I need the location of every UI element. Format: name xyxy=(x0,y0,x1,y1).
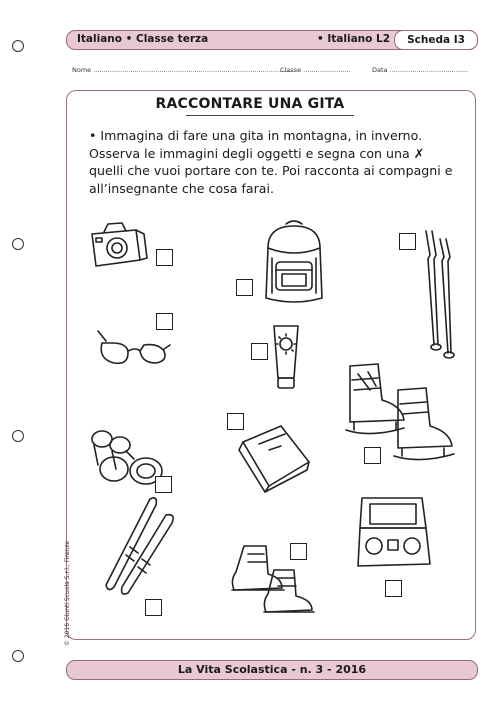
copyright-note: © 2016 Giunti Scuola S.r.l., Firenze xyxy=(64,540,71,646)
binder-hole xyxy=(12,430,24,442)
checkbox-book[interactable] xyxy=(227,413,244,430)
ski-poles-icon xyxy=(418,225,458,365)
sunglasses-icon xyxy=(92,325,172,375)
checkbox-ice-skates[interactable] xyxy=(364,447,381,464)
checkbox-binoculars[interactable] xyxy=(155,476,172,493)
camera-icon xyxy=(84,220,154,270)
page-title: RACCONTARE UNA GITA xyxy=(155,96,345,112)
checkbox-sunscreen[interactable] xyxy=(251,343,268,360)
checkbox-hiking-boots[interactable] xyxy=(290,543,307,560)
checkbox-camera[interactable] xyxy=(156,249,173,266)
checkbox-ski-poles[interactable] xyxy=(399,233,416,250)
checkbox-sunglasses[interactable] xyxy=(156,313,173,330)
book-icon xyxy=(229,422,313,492)
binder-hole xyxy=(12,238,24,250)
header-subject: Italiano • Classe terza xyxy=(77,33,209,45)
name-field[interactable]: Nome .................................................................................................. xyxy=(72,66,296,74)
class-field[interactable]: Classe ....................... xyxy=(280,66,351,74)
title-underline xyxy=(186,115,354,116)
skis-icon xyxy=(100,495,180,595)
binder-hole xyxy=(12,40,24,52)
backpack-icon xyxy=(258,218,330,308)
binder-hole xyxy=(12,650,24,662)
checkbox-backpack[interactable] xyxy=(236,279,253,296)
footer-bar: La Vita Scolastica - n. 3 - 2016 xyxy=(66,660,478,680)
date-field[interactable]: Data ...................................... xyxy=(372,66,469,74)
ice-skates-icon xyxy=(340,360,460,475)
checkbox-game-console[interactable] xyxy=(385,580,402,597)
handheld-game-icon xyxy=(352,494,436,574)
header-bar xyxy=(66,30,478,50)
sunscreen-tube-icon xyxy=(268,322,308,392)
header-sheet-id: Scheda I3 xyxy=(394,30,478,50)
header-course: • Italiano L2 xyxy=(317,33,391,45)
checkbox-skis[interactable] xyxy=(145,599,162,616)
instruction-text: • Immagina di fare una gita in montagna, in inverno. Osserva le immagini degli oggetti e segna con una ✗ quelli che vuoi portare con te. Poi racconta ai compagni e all’insegnante che cosa farai. xyxy=(89,128,453,196)
